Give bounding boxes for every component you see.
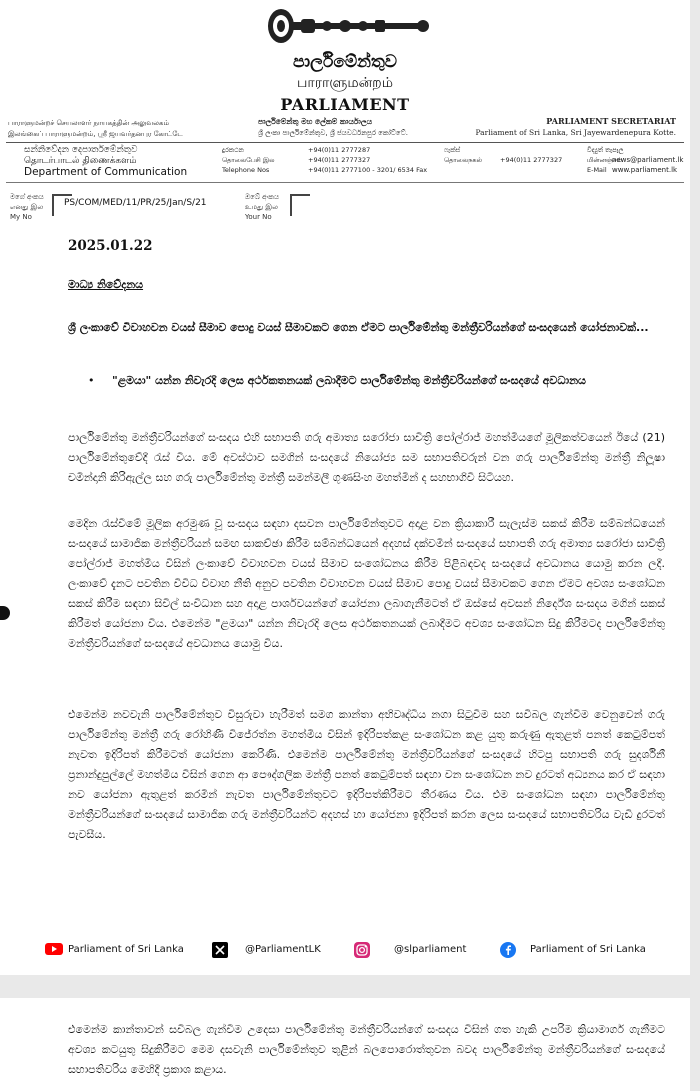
instagram-link[interactable]: @slparliament [394,944,467,955]
tel-label-si: දුරකථන [222,146,244,154]
email-address[interactable]: news@parliament.lk [612,156,684,164]
your-no-label [245,192,279,222]
fax-number: +94(0)11 2777327 [500,156,563,164]
release-date: 2025.01.22 [68,238,153,254]
secretariat-sinhala [258,116,408,139]
my-no-value: PS/COM/MED/11/PR/25/Jan/S/21 [64,198,207,208]
telephone-numbers [308,145,427,175]
your-no-label-en: Your No [245,213,272,221]
document-page-2 [0,998,690,1091]
your-no-bracket [290,194,310,216]
tel-label-ta: தொலைபேசி இல [222,156,275,164]
fax-labels [444,145,482,165]
bullet-marker: • [88,374,95,387]
department-tamil: தொடர்பாடல் திணைக்களம் [24,156,137,166]
body-paragraph-4: එමෙන්ම කාන්තාවන් සවිබල ගැන්වීම උදෙසා පාර්ලිමේන්තු මන්ත්‍රීවරියන්ගේ සංසදය විසින් ගත හැකි උපරිම ක්‍රියාමාර්ග ගැනීමට අවශ්‍ය කටයුතු සිදුකිරීමට මෙම දසවැනි පාර්ලිමේන්තුව තුළින් බලපොරොත්තුවන බවද පාර්ලිමේන්තු මන්ත්‍රීවරියන්ගේ සංසදයේ සභාපතිවරිය මෙහිදී ප්‍රකාශ කළාය. [68,1023,665,1076]
email-label-en: E-Mail [587,166,607,174]
instagram-icon [354,942,370,958]
facebook-icon [500,942,516,958]
tel-label-en: Telephone Nos [222,166,270,174]
tel-number-3: +94(0)11 2777100 - 3201/ 6534 [308,166,415,174]
secretariat-english-line1: PARLIAMENT SECRETARIAT [546,116,676,126]
parliament-mace-emblem [255,6,435,46]
secretariat-english-line2: Parliament of Sri Lanka, Sri Jayewardenepura Kotte. [475,128,676,137]
my-no-label [10,192,44,222]
your-no-label-ta: உமது இல [245,203,278,211]
my-no-label-si: මගේ අංකය [10,193,44,201]
department-english: Department of Communication [24,166,188,178]
x-link[interactable]: @ParliamentLK [245,944,321,955]
header-divider [6,142,684,143]
contact-divider [6,182,684,183]
your-no-label-si: ඔබේ අංකය [245,193,279,201]
secretariat-tamil-line2: இலங்கைப் பாராளுமன்றம், ஸ்ரீ ஜயவர்தனபுர கோட்டே [8,130,183,138]
my-no-label-ta: எனது இல [10,203,44,211]
body-paragraph-1: පාර්ලිමේන්තු මන්ත්‍රීවරියන්ගේ සංසදය එහි සභාපති ගරු අමාත්‍ය සරෝජා සාවිත්‍රි පෝල්රාජ් මහත්මියගේ මූලිකත්වයෙන් ඊයේ (21) පාර්ලිමේන්තුවේදී රැස් විය. මේ අවස්ථාව සමගින් සංසදයේ නියෝජ්‍ය සම සභාපතිවරුන් වන ගරු පාර්ලිමේන්තු මන්ත්‍රී නිලූෂා චමින්දානි කිරිඇල්ල සහ ගරු පාර්ලිමේන්තු මන්ත්‍රී සමන්මලී ගුණසිංහ මහත්මීන් ද සහභාගිවී සිටියහ. [68,431,665,484]
body-paragraph-2: මෙදින රැස්වීමේ මූලික අරමුණ වූ සංසදය සඳහා දසවන පාර්ලිමේන්තුවට අදාළ වන ක්‍රියාකාරී සැලැස්ම සකස් කිරීම සම්බන්ධයෙන් සංසදයේ සාමාජික මන්ත්‍රීවරියන් සමඟ සාකච්ඡා කිරීම සම්බන්ධයෙන් අදහස් දක්වමින් සංසදයේ සභාපති ගරු අමාත්‍ය සරෝජා සාවිත්‍රි පෝල්රාජ් මහත්මිය විසින් ලංකාවේ විවාහවන වයස් සීමාව සංශෝධනය කිරීම පිළිබඳවද සංසදයේ අවධානය යොමු කරන ලදී. ලංකාවේ දැනට පවතින විවිධ විවාහ නීති අනුව පවතින විවාහවන වයස් සීමාව පොදු වයස් සීමාවකට ගෙන ඒමට අවශ්‍ය සංශෝධන සකස් කිරීම සඳහා සිවිල් සංවිධාන සහ අදාළ පාර්ශවයන්ගේ යෝජනා ලබාගැනීමටත් ඒ ඔස්සේ අවසන් නිර්දේශ සංසදය මගින් සකස් කිරීමත් යෝජනා විය. එමෙන්ම "ළමයා" යන්න නිවැරදි ලෙස අර්ථකතනයක් ලබාදීමට අවශ්‍ය සංශෝධන සිදු කිරීමටද පාර්ලිමේන්තු මන්ත්‍රීවරියන්ගේ සංසදයේ අවධානය යොමු විය. [68,517,665,650]
my-no-label-en: My No [10,213,32,221]
facebook-link[interactable]: Parliament of Sri Lanka [530,944,646,955]
secretariat-sinhala-line1: පාර්ලිමේන්තු මහ ලේකම් කාර්යාලය [258,117,372,126]
media-release-heading: මාධ්‍ය නිවේදනය [68,278,144,291]
lead-paragraph: ශ්‍රී ලංකාවේ විවාහවන වයස් සීමාව පොදු වයස් සීමාවකට ගෙන ඒමට පාර්ලිමේන්තු මන්ත්‍රීවරියන්ගේ සංසදයෙන් යෝජනාවක්... [68,321,649,334]
secretariat-tamil-line1: பாராளுமன்றச் செயலாளர் நாயகத்தின் அலுவலகம் [8,119,169,127]
email-label-si: විද්‍යුත් තැපෑල [587,146,624,154]
x-twitter-icon [212,942,228,958]
department-sinhala: සන්නිවේදන දෙපාර්තමේන්තුව [24,145,138,155]
youtube-icon [45,942,63,956]
fax-label-ta: தொலைநகல் [444,156,482,164]
website-url[interactable]: www.parliament.lk [612,166,678,174]
title-english: PARLIAMENT [280,95,410,114]
tel-number-2: +94(0)11 2777327 [308,156,371,164]
title-tamil: பாராளுமன்றம் [297,75,393,91]
fax-label-en: Fax [416,166,428,174]
email-label-ta: மின்னஞ்சல் [587,156,622,164]
title-sinhala: පාර්ලිමේන්තුව [293,52,397,72]
body-paragraph-3: එමෙන්ම නවවැනි පාර්ලිමේන්තුව විසුරුවා හැරීමත් සමග කාන්තා අභිවෘද්ධිය නගා සිටුවීම සහ සවිබල ගැන්වීම වෙනුවෙන් ගරු පාර්ලිමේන්තු මන්ත්‍රී ගරු රෝහිණී විජේරත්න මහත්මිය විසින් ඉදිරිපත්කළ සංශෝධන කළ යුතු කරුණු ඇතුළත් පනත් කෙටුම්පත් නැවත ඉදිරිපත් කිරීමටත් යෝජනා කෙරිණි. එමෙන්ම පාර්ලිමේන්තු මන්ත්‍රීවරියන්ගේ සංසදයේ හිටපු සභාපති ගරු සුදර්ශිනී ප්‍රනාන්දුපුල්ලේ මහත්මිය විසින් ගෙන ආ පෞද්ගලික මන්ත්‍රී පනත් කෙටුම්පත් සඳහා වන සංශෝධන නව දුරටත් අධ්‍යනය කර ඒ සඳහා නව යෝජනා ඇතුළත් කරමින් නැවත පාර්ලිමේන්තුවට ඉදිරිපත්කිරීමට තීරණය විය. එම සංශෝධන සඳහා පාර්ලිමේන්තු මන්ත්‍රීවරියන්ගේ සංසදයේ සාමාජික ගරු මන්ත්‍රීවරියන්ට අදහස් හා යෝජනා ඉදිරිපත් කරන ලෙස සංසදයේ සභාපතිවරිය වැඩි දුරටත් පැවසීය. [68,708,665,841]
bullet-text: "ළමයා" යන්න නිවැරදි ලෙස අර්ථකතනයක් ලබාදීමට පාර්ලිමේන්තු මන්ත්‍රීවරියන්ගේ සංසදයේ අවධානය [112,374,586,387]
tel-number-1: +94(0)11 2777287 [308,146,371,154]
youtube-link[interactable]: Parliament of Sri Lanka [68,944,184,955]
fax-label-si: ෆැක්ස් [444,146,461,154]
secretariat-english [475,116,676,138]
department-block [24,145,187,178]
secretariat-tamil [8,118,183,140]
secretariat-sinhala-line2: ශ්‍රී ලංකා පාර්ලිමේන්තුව, ශ්‍රී ජයවර්ධනපුර කෝට්ටේ. [258,129,408,137]
telephone-labels [222,145,275,175]
email-web [612,155,683,175]
